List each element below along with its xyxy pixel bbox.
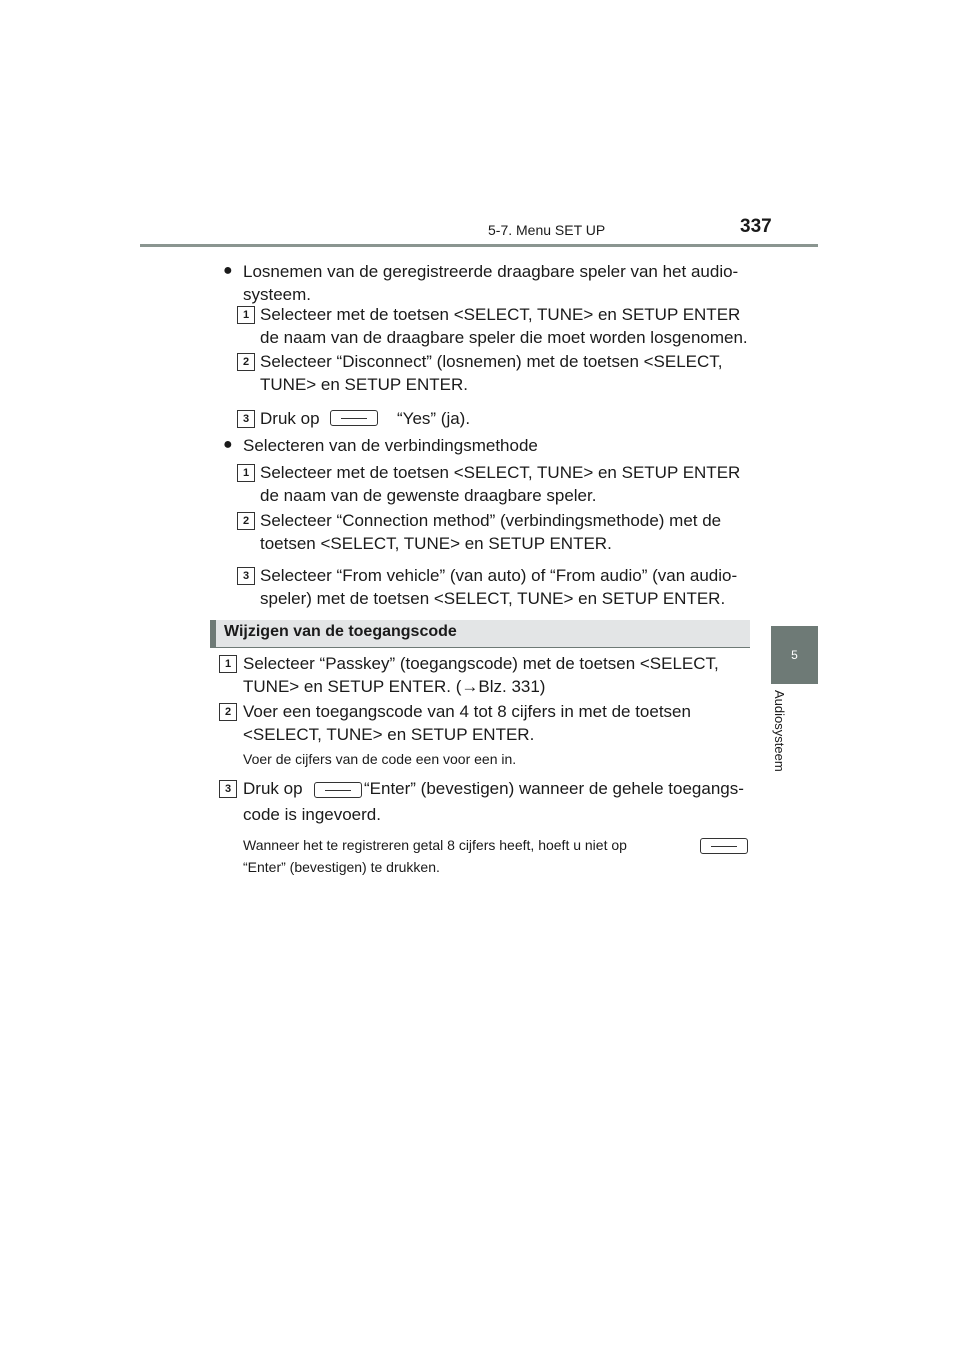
header-divider <box>140 244 818 247</box>
step-number: 1 <box>237 464 255 482</box>
step-text: code is ingevoerd. <box>243 805 381 824</box>
step-number: 2 <box>219 703 237 721</box>
step-text: speler) met de toetsen <SELECT, TUNE> en SETUP ENTER. <box>260 589 726 608</box>
bullet-text: Selecteren van de verbindingsmethode <box>243 436 538 455</box>
step-number: 2 <box>237 512 255 530</box>
step-text: Druk op <box>260 409 320 428</box>
bullet-icon: ● <box>223 262 233 279</box>
page-number: 337 <box>740 216 772 237</box>
chapter-tab: 5 <box>771 626 818 684</box>
step-text: Voer een toegangscode van 4 tot 8 cijfers in met de toetsen <box>243 702 691 721</box>
step-text: de naam van de draagbare speler die moet worden losgenomen. <box>260 328 748 347</box>
bullet-icon: ● <box>223 436 233 453</box>
step-number: 3 <box>219 780 237 798</box>
step-text: Druk op <box>243 779 303 798</box>
step-text: TUNE> en SETUP ENTER. <box>260 375 468 394</box>
section-rule <box>210 647 750 648</box>
bullet-text: systeem. <box>243 285 312 304</box>
step-number: 1 <box>219 655 237 673</box>
step-text: “Enter” (bevestigen) wanneer de gehele toegangs- <box>364 779 744 798</box>
step-text: toetsen <SELECT, TUNE> en SETUP ENTER. <box>260 534 612 553</box>
bullet-text: Losnemen van de geregistreerde draagbare speler van het audio- <box>243 262 739 281</box>
step-number: 2 <box>237 353 255 371</box>
step-text: de naam van de gewenste draagbare speler. <box>260 486 597 505</box>
step-number: 3 <box>237 567 255 585</box>
step-number: 3 <box>237 410 255 428</box>
step-text: Selecteer met de toetsen <SELECT, TUNE> en SETUP ENTER <box>260 463 741 482</box>
screen-key-icon <box>330 410 378 426</box>
step-text: Selecteer “Connection method” (verbindingsmethode) met de <box>260 511 722 530</box>
step-text: Selecteer “Disconnect” (losnemen) met de toetsen <SELECT, <box>260 352 723 371</box>
screen-key-icon <box>314 782 362 798</box>
screen-key-icon <box>700 838 748 854</box>
step-note: Wanneer het te registreren getal 8 cijfers heeft, hoeft u niet op <box>243 837 627 853</box>
chapter-title: Audiosysteem <box>772 690 787 772</box>
step-text: “Yes” (ja). <box>397 409 471 428</box>
step-note: “Enter” (bevestigen) te drukken. <box>243 859 440 875</box>
step-text: <SELECT, TUNE> en SETUP ENTER. <box>243 725 535 744</box>
step-note: Voer de cijfers van de code een voor een in. <box>243 751 517 767</box>
step-text: Selecteer “Passkey” (toegangscode) met de toetsen <SELECT, <box>243 654 719 673</box>
step-text: Selecteer “From vehicle” (van auto) of “From audio” (van audio- <box>260 566 738 585</box>
step-number: 1 <box>237 306 255 324</box>
section-accent <box>210 620 216 647</box>
section-heading <box>210 620 750 647</box>
section-title: Wijzigen van de toegangscode <box>224 623 457 640</box>
header-section-label: 5-7. Menu SET UP <box>488 222 606 238</box>
step-text: Selecteer met de toetsen <SELECT, TUNE> en SETUP ENTER <box>260 305 741 324</box>
step-text: TUNE> en SETUP ENTER. (→Blz. 331) <box>243 677 546 696</box>
